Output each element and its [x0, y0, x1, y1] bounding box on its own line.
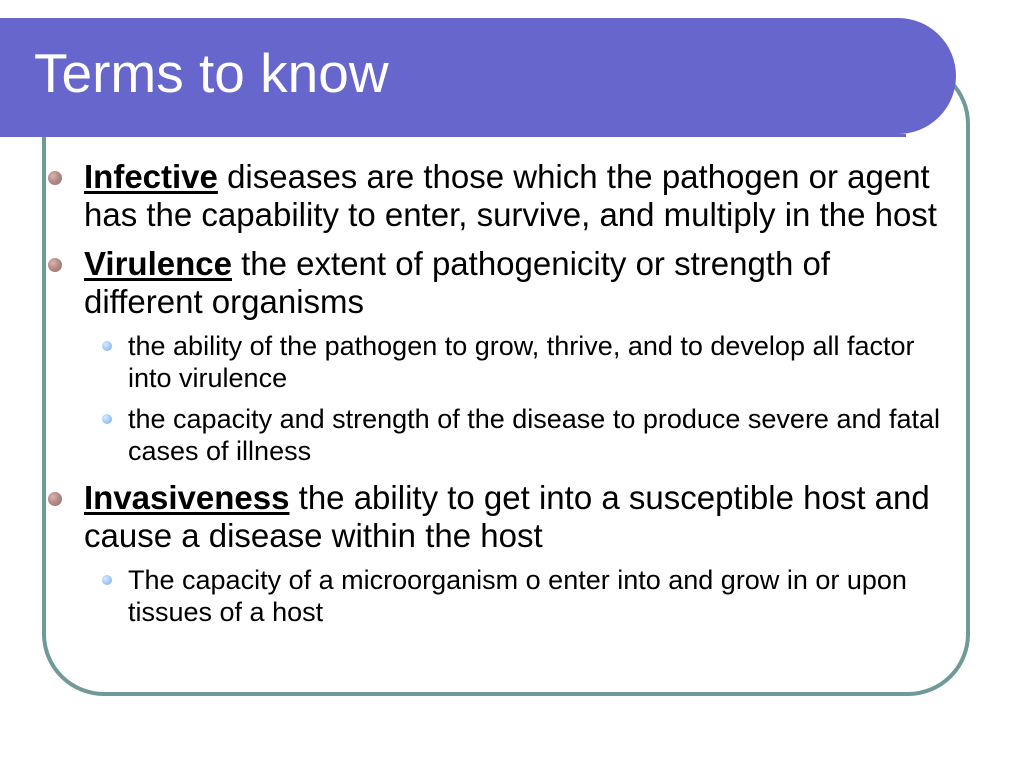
term-infective: Infective	[84, 158, 218, 195]
subbullet-point-icon	[102, 414, 112, 424]
definition-invasiveness: the ability to get into a susceptible host and cause a disease within the host	[84, 479, 930, 554]
bullet-invasiveness	[84, 479, 954, 628]
bullet-virulence	[84, 245, 954, 467]
subbullet-point-icon	[102, 341, 112, 351]
subbullet-virulence-capacity	[128, 403, 954, 467]
subbullet-virulence-ability	[128, 330, 954, 394]
term-virulence: Virulence	[84, 245, 232, 282]
term-invasiveness: Invasiveness	[84, 479, 290, 516]
definition-infective: diseases are those which the pathogen or agent has the capability to enter, survive, and multiply in the host	[84, 158, 937, 233]
subbullet-text: the capacity and strength of the disease to produce severe and fatal cases of illness	[128, 404, 941, 466]
invasiveness-subbullets	[128, 564, 954, 628]
bullet-point-icon	[48, 258, 62, 272]
bullet-infective	[84, 158, 954, 234]
slide-title: Terms to know	[34, 42, 389, 104]
bullet-point-icon	[48, 492, 62, 506]
subbullet-text: the ability of the pathogen to grow, thrive, and to develop all factor into virulence	[128, 331, 915, 393]
subbullet-text: The capacity of a microorganism o enter into and grow in or upon tissues of a host	[128, 565, 907, 627]
subbullet-point-icon	[102, 575, 112, 585]
title-underline	[0, 134, 906, 137]
subbullet-invasiveness-capacity	[128, 564, 954, 628]
virulence-subbullets	[128, 330, 954, 467]
definition-virulence: the extent of pathogenicity or strength of different organisms	[84, 245, 831, 320]
bullet-list	[84, 158, 954, 628]
bullet-point-icon	[48, 171, 62, 185]
